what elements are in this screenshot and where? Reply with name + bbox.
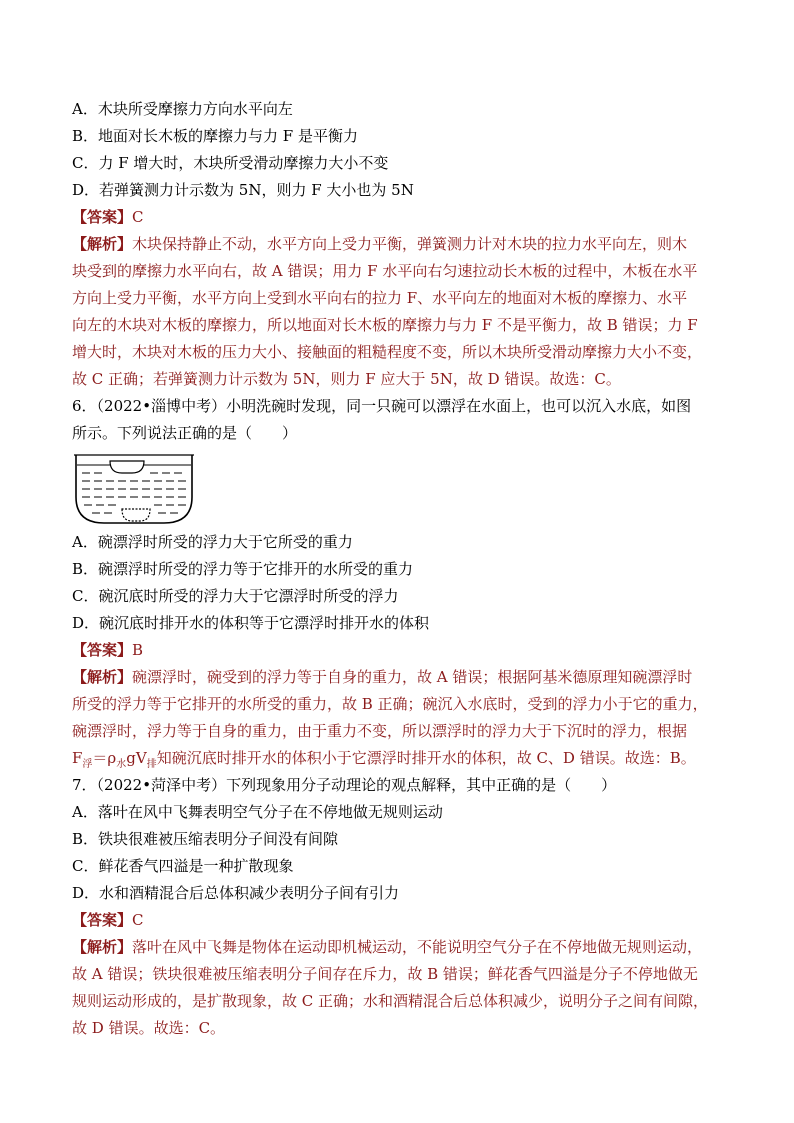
analysis-line: 故 A 错误；铁块很难被压缩表明分子间存在斥力，故 B 错误；鲜花香气四溢是分子不停地做无	[72, 965, 698, 983]
q6-answer	[72, 637, 724, 664]
document-page	[72, 96, 724, 1042]
analysis-line: 增大时，木块对木板的压力大小、接触面的粗糙程度不变，所以木块所受滑动摩擦力大小不变，	[72, 343, 703, 361]
q6-option-d: D．碗沉底时排开水的体积等于它漂浮时排开水的体积	[72, 614, 430, 632]
analysis-line	[72, 934, 724, 961]
analysis-text: 知碗沉底时排开水的体积小于它漂浮时排开水的体积，故 C、D 错误。故选：B。	[156, 749, 696, 767]
q7-option-a: A．落叶在风中飞舞表明空气分子在不停地做无规则运动	[72, 803, 443, 821]
q5-option-c: C．力 F 增大时，木块所受滑动摩擦力大小不变	[72, 154, 389, 172]
answer-value: C	[132, 911, 144, 929]
analysis-line: 故 C 正确；若弹簧测力计示数为 5N，则力 F 应大于 5N，故 D 错误。故选：C。	[72, 370, 621, 388]
formula-sub: 水	[116, 759, 127, 770]
q6-analysis	[72, 664, 724, 772]
q7-option-b: B．铁块很难被压缩表明分子间没有间隙	[72, 830, 339, 848]
answer-value: B	[132, 641, 144, 659]
q5-analysis	[72, 231, 724, 393]
answer-value: C	[132, 208, 144, 226]
analysis-line: 故 D 错误。故选：C。	[72, 1019, 226, 1037]
q6-stem-line: 所示。下列说法正确的是（ ）	[72, 424, 298, 442]
analysis-tag: 【解析】	[72, 938, 133, 956]
q7-stem: 7．（2022•菏泽中考）下列现象用分子动理论的观点解释，其中正确的是（ ）	[72, 776, 617, 794]
formula-sub: 排	[146, 759, 157, 770]
q7-analysis	[72, 934, 724, 1042]
q6-option-b: B．碗漂浮时所受的浮力等于它排开的水所受的重力	[72, 560, 414, 578]
formula-gv: gV	[126, 749, 147, 767]
q5-option-b: B．地面对长木板的摩擦力与力 F 是平衡力	[72, 127, 358, 145]
analysis-line	[72, 231, 724, 258]
q5-answer	[72, 204, 724, 231]
analysis-line: 碗漂浮时，浮力等于自身的重力，由于重力不变，所以漂浮时的浮力大于下沉时的浮力，根据	[72, 722, 688, 740]
analysis-tag: 【解析】	[72, 668, 133, 686]
answer-tag: 【答案】	[72, 208, 133, 226]
analysis-line: 所受的浮力等于它排开的水所受的重力，故 B 正确；碗沉入水底时，受到的浮力小于它的重力，	[72, 695, 708, 713]
q5-option-a: A．木块所受摩擦力方向水平向左	[72, 100, 293, 118]
formula-sub: 浮	[82, 759, 93, 770]
q7-option-c: C．鲜花香气四溢是一种扩散现象	[72, 857, 294, 875]
q6-option-c: C．碗沉底时所受的浮力大于它漂浮时所受的浮力	[72, 587, 399, 605]
question-6	[72, 393, 724, 772]
analysis-line: 方向上受力平衡，水平方向上受到水平向右的拉力 F、水平向左的地面对木板的摩擦力、水平	[72, 289, 688, 307]
formula-f: F	[72, 749, 83, 767]
basin-illustration	[74, 449, 194, 529]
q5-option-d: D．若弹簧测力计示数为 5N，则力 F 大小也为 5N	[72, 181, 414, 199]
analysis-line	[72, 664, 724, 691]
formula-rho: ＝ρ	[92, 749, 117, 767]
analysis-line: 规则运动形成的，是扩散现象，故 C 正确；水和酒精混合后总体积减少，说明分子之间有间隙，	[72, 992, 709, 1010]
question-7	[72, 772, 724, 1042]
analysis-line: 块受到的摩擦力水平向右，故 A 错误；用力 F 水平向右匀速拉动长木板的过程中，木板在水平	[72, 262, 698, 280]
analysis-tag: 【解析】	[72, 235, 133, 253]
analysis-text: 木块保持静止不动，水平方向上受力平衡，弹簧测力计对木块的拉力水平向左，则木	[132, 235, 688, 253]
question-5	[72, 96, 724, 393]
analysis-line: 向左的木块对木板的摩擦力，所以地面对长木板的摩擦力与力 F 不是平衡力，故 B 错误；力 F	[72, 316, 698, 334]
analysis-line	[72, 745, 724, 772]
q7-option-d: D．水和酒精混合后总体积减少表明分子间有引力	[72, 884, 400, 902]
analysis-text: 落叶在风中飞舞是物体在运动即机械运动，不能说明空气分子在不停地做无规则运动，	[132, 938, 703, 956]
bowl-basin-figure	[72, 447, 724, 529]
q6-option-a: A．碗漂浮时所受的浮力大于它所受的重力	[72, 533, 353, 551]
q7-answer	[72, 907, 724, 934]
answer-tag: 【答案】	[72, 641, 133, 659]
analysis-text: 碗漂浮时，碗受到的浮力等于自身的重力，故 A 错误；根据阿基米德原理知碗漂浮时	[132, 668, 693, 686]
q6-stem-line: 6．（2022•淄博中考）小明洗碗时发现，同一只碗可以漂浮在水面上，也可以沉入水底，如图	[72, 397, 692, 415]
answer-tag: 【答案】	[72, 911, 133, 929]
